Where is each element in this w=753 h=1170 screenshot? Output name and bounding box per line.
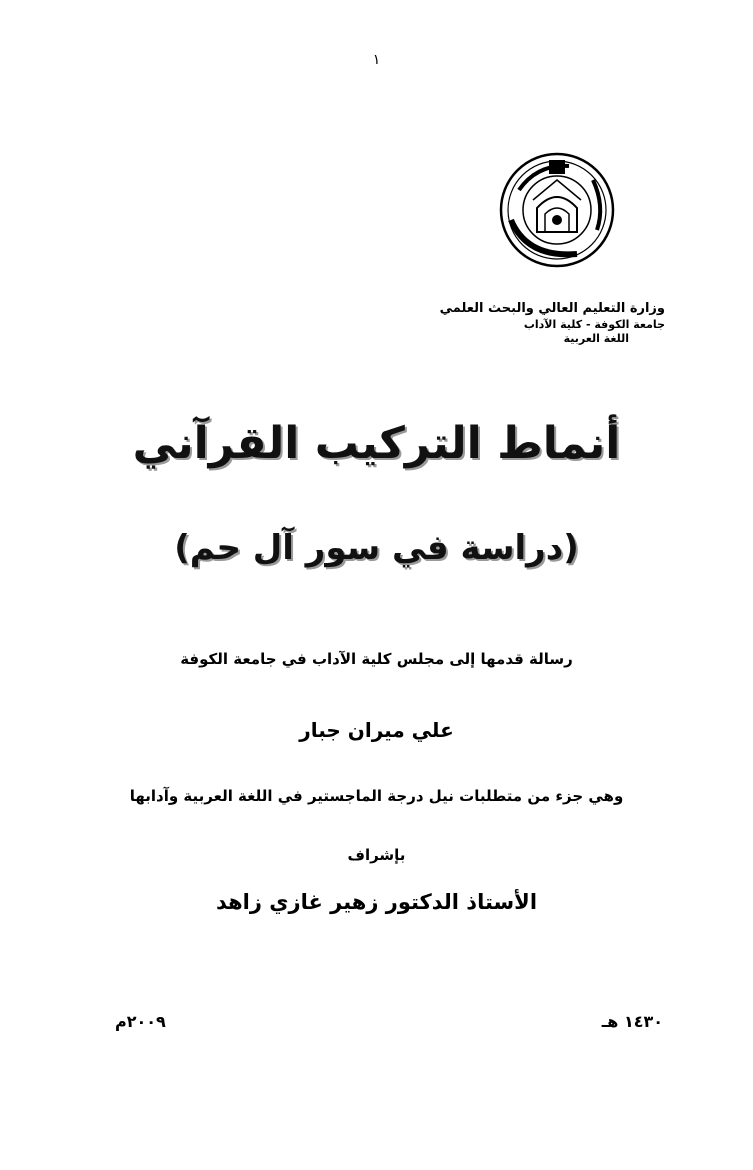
- institution-block: [440, 300, 665, 347]
- page-number: ١: [372, 52, 381, 68]
- ministry-name: وزارة التعليم العالي والبحث العلمي: [439, 301, 665, 316]
- university-seal-icon: [497, 150, 617, 270]
- date-gregorian: ٢٠٠٩م: [115, 1012, 166, 1031]
- thesis-title: أنماط التركيب القرآني: [132, 418, 621, 469]
- department-name: اللغة العربية: [563, 332, 629, 346]
- university-faculty: جامعة الكوفة - كلية الآداب: [523, 317, 665, 331]
- requirement-statement: وهي جزء من متطلبات نيل درجة الماجستير في اللغة العربية وآدابها: [129, 787, 624, 805]
- submission-statement: رسالة قدمها إلى مجلس كلية الآداب في جامعة الكوفة: [180, 650, 573, 668]
- author-name: علي ميران جبار: [299, 718, 454, 742]
- date-hijri: ١٤٣٠ هـ: [601, 1012, 663, 1031]
- supervisor-name: الأستاذ الدكتور زهير غازي زاهد: [215, 890, 538, 914]
- thesis-subtitle: (دراسة في سور آل حم): [174, 528, 579, 568]
- supervision-label: بإشراف: [347, 846, 406, 864]
